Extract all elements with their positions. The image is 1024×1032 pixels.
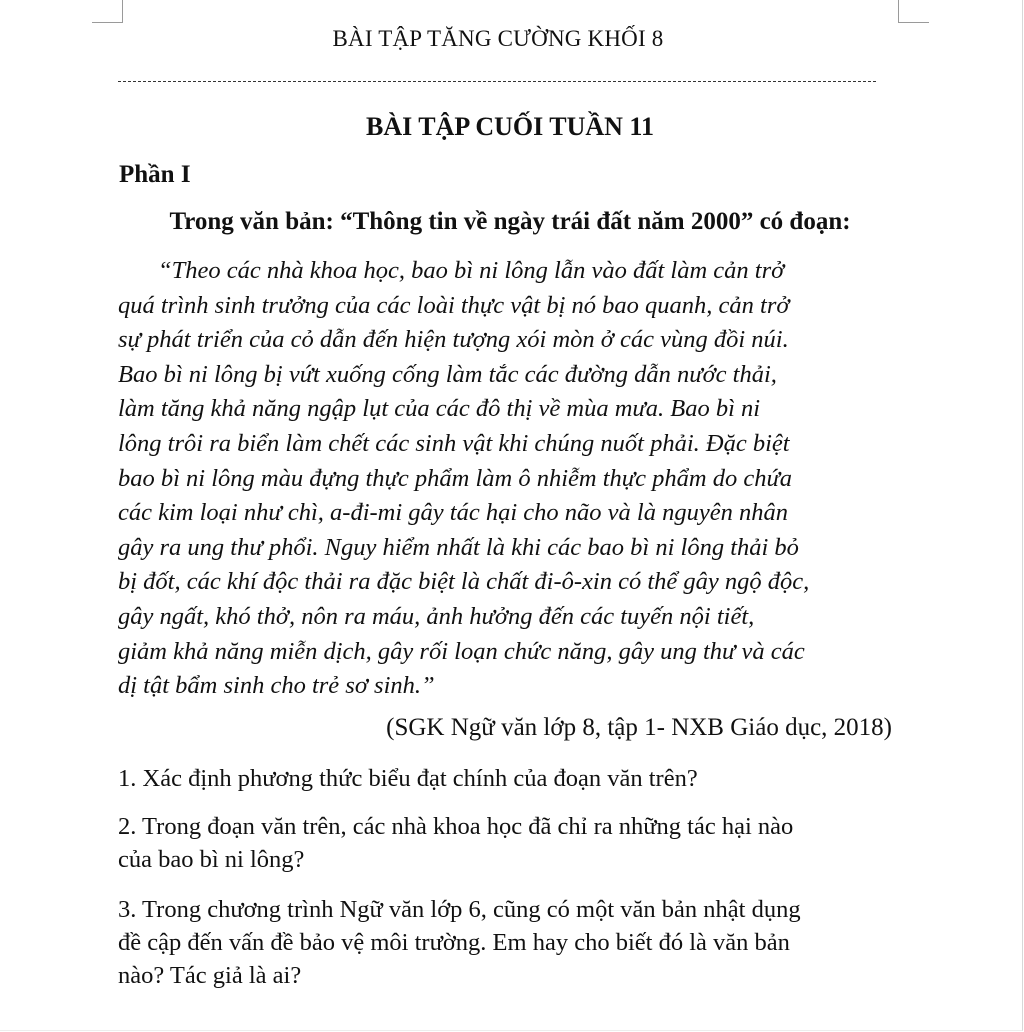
question-1 — [118, 762, 908, 795]
page-header: BÀI TẬP TĂNG CƯỜNG KHỐI 8 — [332, 26, 664, 51]
question-line: 1. Xác định phương thức biểu đạt chính của đoạn văn trên? — [118, 765, 698, 792]
page-title: BÀI TẬP CUỐI TUẦN 11 — [366, 112, 654, 141]
passage-line: giảm khả năng miễn dịch, gây rối loạn chức năng, gây ung thư và các — [118, 637, 805, 665]
header-divider — [118, 81, 876, 82]
passage-line: các kim loại như chì, a-đi-mi gây tác hại cho não và là nguyên nhân — [118, 499, 788, 527]
passage-line: quá trình sinh trưởng của các loài thực vật bị nó bao quanh, cản trở — [118, 291, 790, 319]
passage-line: lông trôi ra biển làm chết các sinh vật khi chúng nuốt phải. Đặc biệt — [118, 429, 790, 457]
passage-line: gây ra ung thư phổi. Nguy hiểm nhất là khi các bao bì ni lông thải bỏ — [118, 533, 799, 561]
passage-line: Bao bì ni lông bị vứt xuống cống làm tắc các đường dẫn nước thải, — [118, 360, 777, 388]
crop-mark-top-left — [92, 0, 123, 23]
question-line: của bao bì ni lông? — [118, 846, 305, 873]
quoted-passage — [118, 254, 918, 704]
passage-intro: Trong văn bản: “Thông tin về ngày trái đất năm 2000” có đoạn: — [169, 208, 851, 235]
passage-line: bao bì ni lông màu đựng thực phẩm làm ô nhiễm thực phẩm do chứa — [118, 464, 793, 492]
passage-line: bị đốt, các khí độc thải ra đặc biệt là chất đi-ô-xin có thể gây ngộ độc, — [118, 568, 810, 596]
question-line: đề cập đến vấn đề bảo vệ môi trường. Em hay cho biết đó là văn bản — [118, 929, 790, 956]
passage-line: gây ngất, khó thở, nôn ra máu, ảnh hưởng đến các tuyến nội tiết, — [118, 602, 755, 630]
question-line: nào? Tác giả là ai? — [118, 962, 302, 989]
section-heading: Phần I — [119, 161, 191, 188]
crop-mark-top-right — [898, 0, 929, 23]
question-line: 2. Trong đoạn văn trên, các nhà khoa học đã chỉ ra những tác hại nào — [118, 813, 794, 840]
question-line: 3. Trong chương trình Ngữ văn lớp 6, cũng có một văn bản nhật dụng — [118, 896, 801, 923]
question-2 — [118, 810, 908, 876]
passage-line: “Theo các nhà khoa học, bao bì ni lông lẫn vào đất làm cản trở — [158, 257, 785, 284]
passage-line: dị tật bẩm sinh cho trẻ sơ sinh.” — [118, 672, 435, 700]
passage-source: (SGK Ngữ văn lớp 8, tập 1- NXB Giáo dục, 2018) — [386, 714, 892, 741]
passage-line: làm tăng khả năng ngập lụt của các đô thị về mùa mưa. Bao bì ni — [118, 395, 761, 423]
passage-line: sự phát triển của cỏ dẫn đến hiện tượng xói mòn ở các vùng đồi núi. — [118, 326, 789, 354]
question-3 — [118, 893, 908, 992]
